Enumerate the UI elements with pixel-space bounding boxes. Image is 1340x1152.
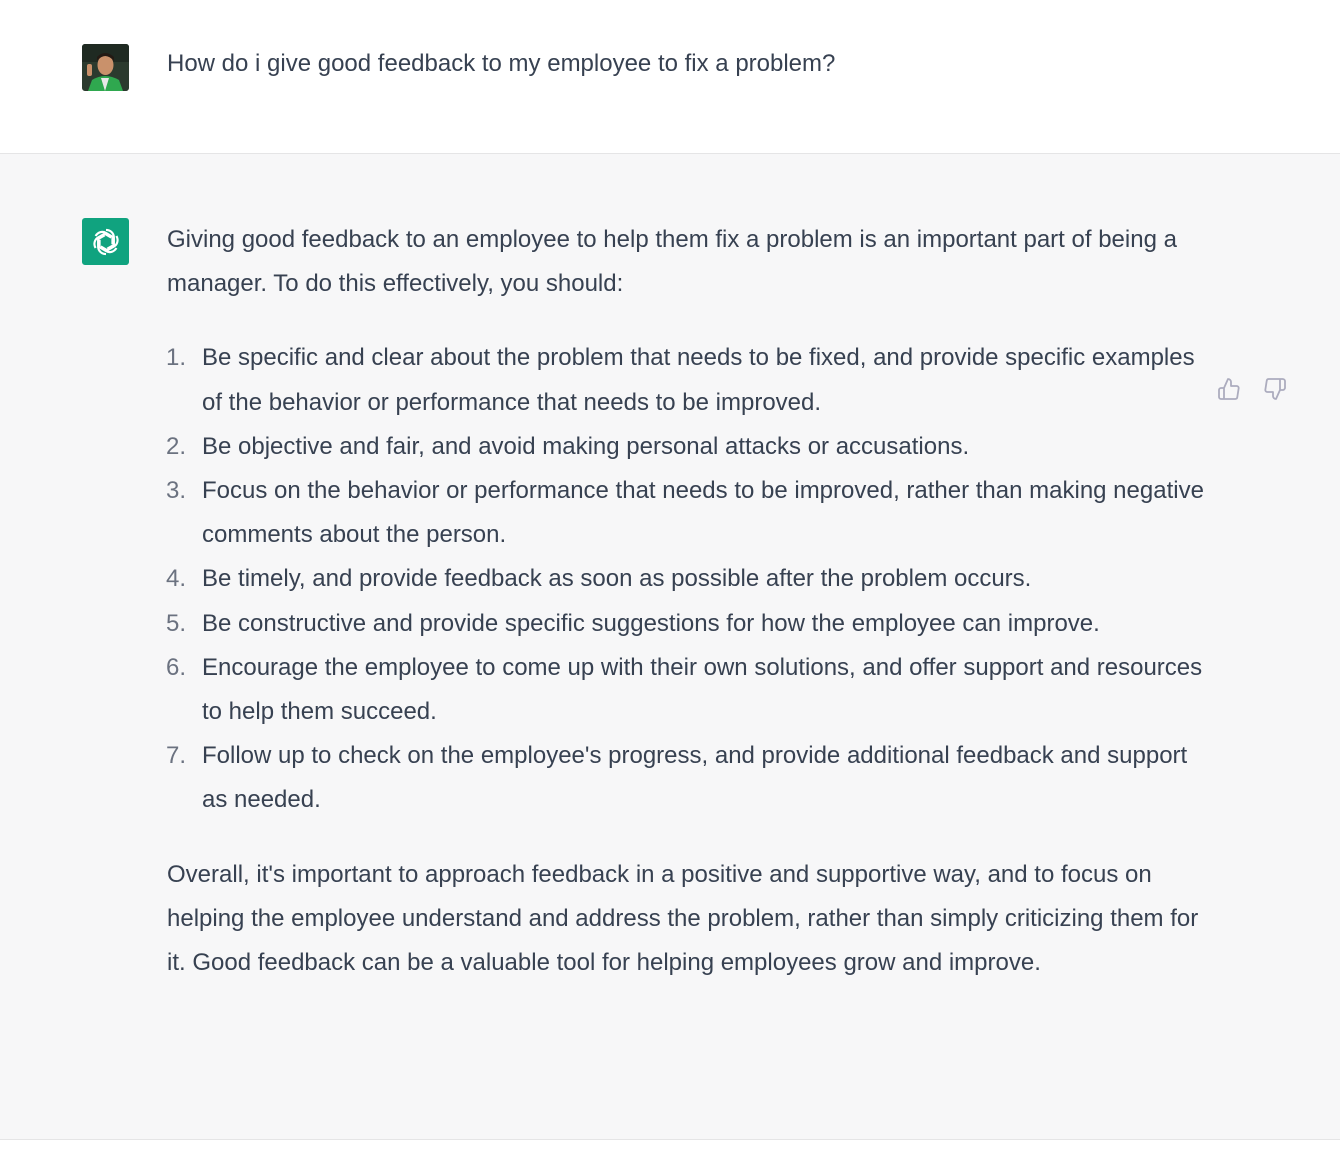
list-item-number: 1. [165,344,186,372]
list-item [167,734,1207,822]
list-item-text: Focus on the behavior or performance that needs to be improved, rather than making negative comments about the person. [202,477,1204,549]
list-item-text: Encourage the employee to come up with their own solutions, and offer support and resources to help them succeed. [202,653,1203,726]
list-item-number: 5. [165,609,186,637]
list-item-number: 3. [165,477,186,505]
list-item [167,557,1207,601]
list-item-text: Be objective and fair, and avoid making personal attacks or accusations. [202,432,970,460]
list-item-text: Follow up to check on the employee's progress, and provide additional feedback and support as needed. [202,742,1188,814]
openai-logo-icon [82,218,129,265]
answer-intro: Giving good feedback to an employee to help them fix a problem is an important part of being a manager. To do this effectively, you should: [167,226,1177,298]
thumbs-up-button[interactable] [1216,376,1242,402]
user-message-text: How do i give good feedback to my employee to fix a problem? [167,50,836,77]
assistant-message-row [0,154,1340,1140]
list-item [167,425,1207,469]
assistant-message-text [167,218,1207,985]
user-message-row [0,0,1340,154]
answer-list [167,336,1207,822]
thumbs-down-button[interactable] [1262,376,1288,402]
list-item-text: Be timely, and provide feedback as soon as possible after the problem occurs. [202,565,1032,593]
thumbs-up-icon [1217,377,1241,401]
list-item-number: 6. [165,653,186,681]
feedback-buttons [1216,376,1288,402]
list-item-number: 7. [165,742,186,770]
list-item [167,469,1207,557]
list-item [167,602,1207,646]
answer-conclusion: Overall, it's important to approach feedback in a positive and supportive way, and to focus on helping the employee understand and address the problem, rather than simply criticizing them for it. Good feedback can be a valuable tool for helping employees grow and improve. [167,860,1199,977]
list-item [167,646,1207,734]
list-item [167,336,1207,424]
thumbs-down-icon [1263,377,1287,401]
list-item-number: 2. [165,432,186,460]
list-item-number: 4. [165,565,186,593]
user-avatar-image [82,44,129,91]
list-item-text: Be specific and clear about the problem that needs to be fixed, and provide specific examples of the behavior or performance that needs to be improved. [202,344,1195,416]
user-avatar [82,44,129,91]
bottom-area [0,1140,1340,1152]
list-item-text: Be constructive and provide specific suggestions for how the employee can improve. [202,609,1100,637]
